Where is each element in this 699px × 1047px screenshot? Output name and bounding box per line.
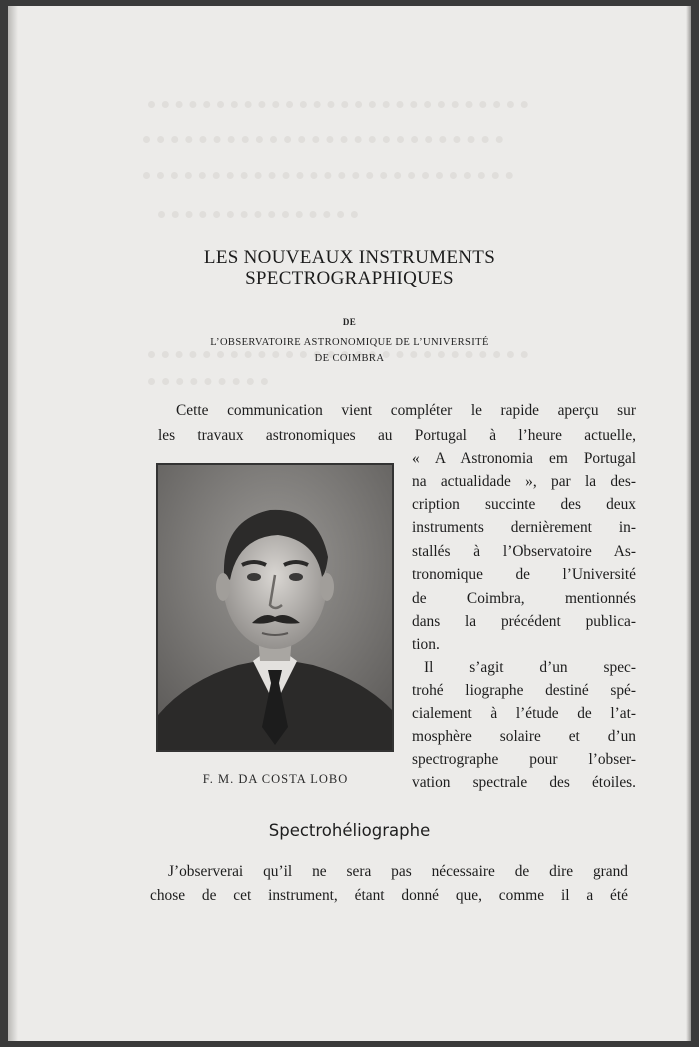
text-line: cialement à l’étude de l’at- <box>412 705 636 722</box>
photo-caption: F. M. DA COSTA LOBO <box>202 772 349 786</box>
text-line: « A Astronomia em Portugal <box>412 450 636 467</box>
institution-line2: DE COIMBRA <box>314 353 385 364</box>
page <box>8 6 691 1041</box>
portrait-photo <box>156 463 394 752</box>
text-line: na actualidade », par la des- <box>412 473 636 490</box>
text-line: dans la précédent publica- <box>412 613 636 630</box>
text-line: chose de cet instrument, étant donné que, comme il a été <box>150 887 628 904</box>
text-line: vation spectrale des étoiles. <box>412 774 636 791</box>
title-preposition: DE <box>342 317 357 327</box>
institution-line1: L’OBSERVATOIRE ASTRONOMIQUE DE L’UNIVERSITÉ <box>210 337 489 348</box>
text-line: tronomique de l’Université <box>412 566 636 583</box>
portrait-image <box>158 465 392 750</box>
text-line: tion. <box>412 636 440 653</box>
text-line: les travaux astronomiques au Portugal à l’heure actuelle, <box>158 427 636 444</box>
text-line: J’observerai qu’il ne sera pas nécessaire de dire grand <box>168 863 628 880</box>
text-line: cription succinte des deux <box>412 496 636 513</box>
text-line: stallés à l’Observatoire As- <box>412 543 636 560</box>
text-line: Il s’agit d’un spec- <box>424 659 636 676</box>
article-title-line1: LES NOUVEAUX INSTRUMENTS <box>203 247 496 268</box>
text-line: Cette communication vient compléter le rapide aperçu sur <box>176 402 636 419</box>
page-shadow-right <box>686 6 691 1041</box>
text-line: de Coimbra, mentionnés <box>412 590 636 607</box>
article-title-line2: SPECTROGRAPHIQUES <box>245 268 454 289</box>
page-shadow-left <box>8 6 18 1041</box>
text-line: spectrographe pour l’obser- <box>412 751 636 768</box>
text-line: instruments dernièrement in- <box>412 519 636 536</box>
text-line: trohé liographe destiné spé- <box>412 682 636 699</box>
text-line: mosphère solaire et d’un <box>412 728 636 745</box>
section-heading: Spectrohéliographe <box>268 821 431 840</box>
